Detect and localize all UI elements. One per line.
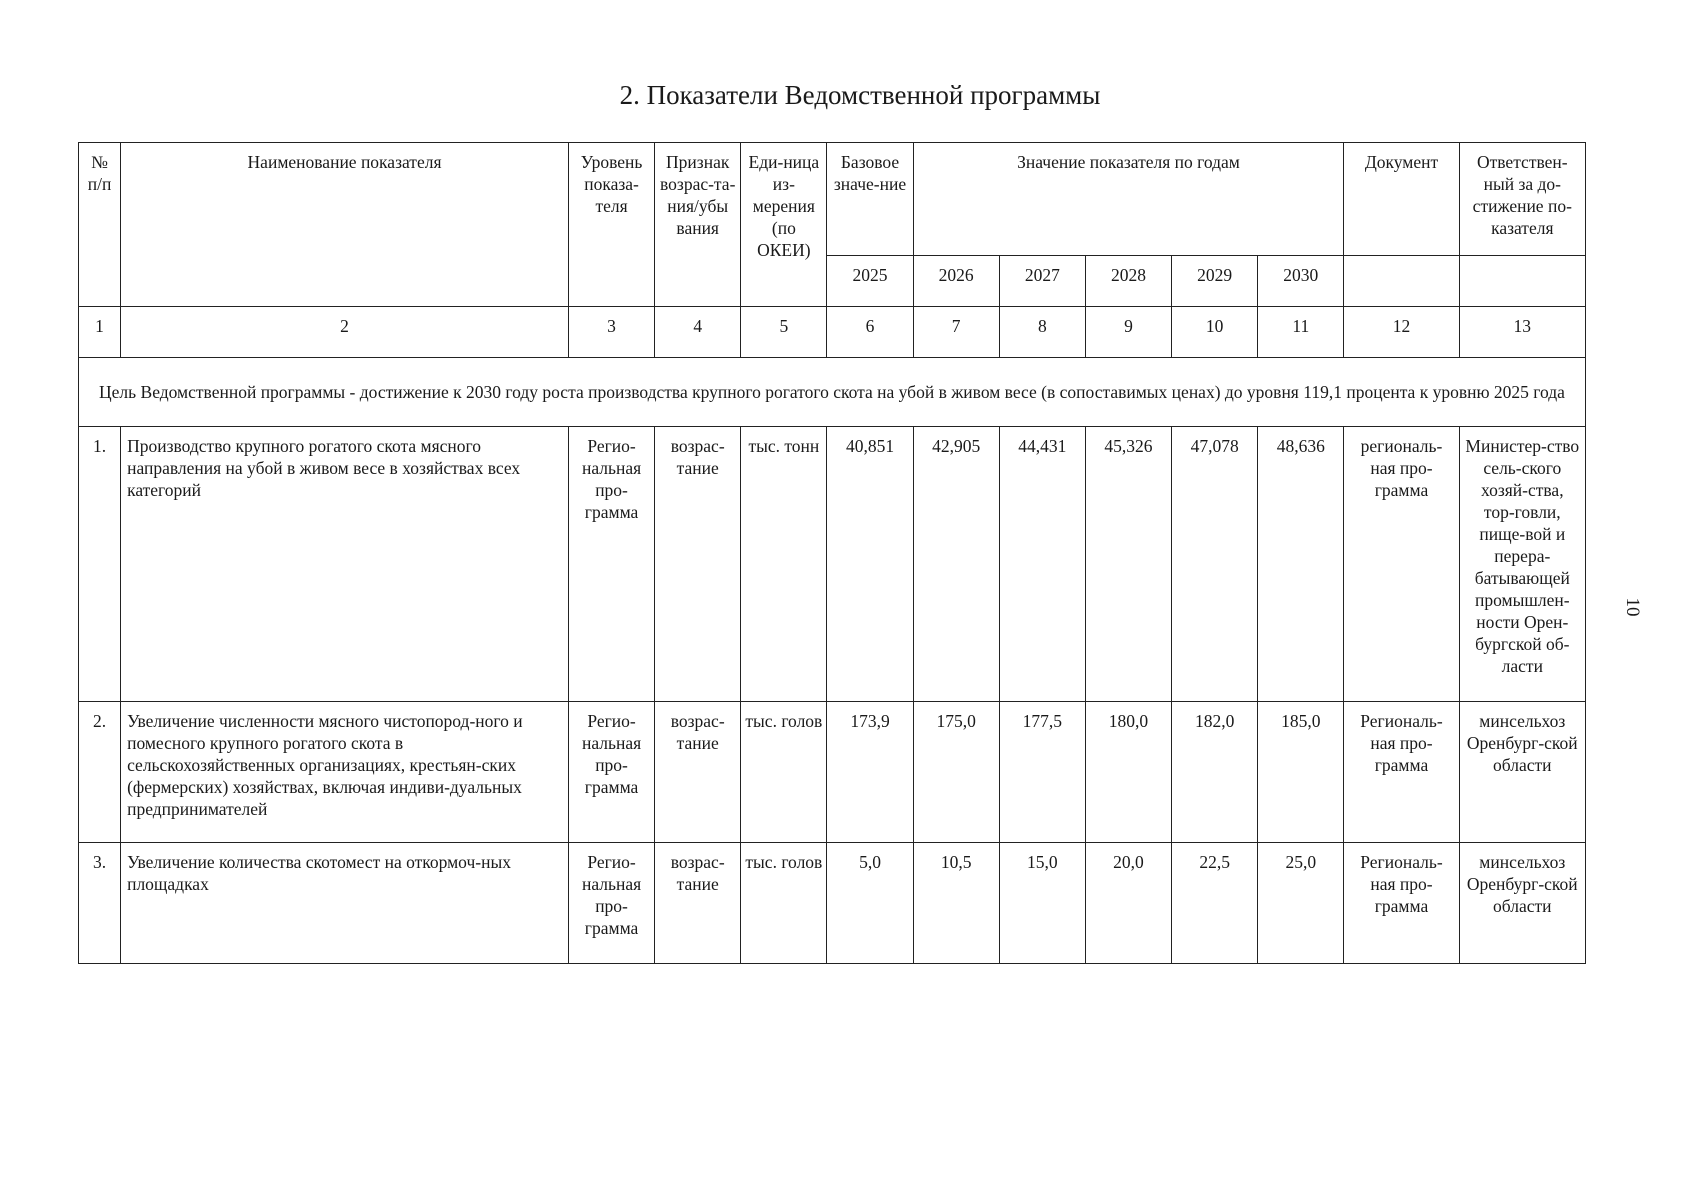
column-number: 9 [1085,307,1171,358]
indicator-responsible: минсельхоз Оренбург-ской области [1459,843,1585,964]
column-number-row [79,307,1586,358]
column-number: 7 [913,307,999,358]
table-row [79,427,1586,702]
indicator-sign: возрас-тание [655,702,741,843]
base-value: 173,9 [827,702,913,843]
indicator-name: Увеличение количества скотомест на откормоч-ных площадках [121,843,569,964]
indicator-responsible: Министер-ство сель-ского хозяй-ства, тор-говли, пище-вой и перера-батывающей промышлен-ности Орен-бургской об-ласти [1459,427,1585,702]
value-2029: 22,5 [1172,843,1258,964]
column-number: 11 [1258,307,1344,358]
table-row [79,702,1586,843]
page-number: 10 [1622,597,1643,617]
indicator-document: Региональ-ная про-грамма [1344,702,1459,843]
header-row [79,143,1586,256]
indicator-level: Регио-нальная про-грамма [568,843,654,964]
year-2030: 2030 [1258,256,1344,307]
header-name: Наименование показателя [121,143,569,307]
row-num: 2. [79,702,121,843]
value-2029: 47,078 [1172,427,1258,702]
base-value: 5,0 [827,843,913,964]
goal-row [79,358,1586,427]
program-goal: Цель Ведомственной программы - достижение к 2030 году роста производства крупного рогатого скота на убой в живом весе (в сопоставимых ценах) до уровня 119,1 процента к уровню 2025 года [79,358,1586,427]
indicator-document: Региональ-ная про-грамма [1344,843,1459,964]
header-level: Уровень показа-теля [568,143,654,307]
year-base: 2025 [827,256,913,307]
header-document: Документ [1344,143,1459,256]
column-number: 6 [827,307,913,358]
column-number: 13 [1459,307,1585,358]
indicator-document: региональ-ная про-грамма [1344,427,1459,702]
column-number: 3 [568,307,654,358]
header-num: № п/п [79,143,121,307]
value-2028: 45,326 [1085,427,1171,702]
header-sign: Признак возрас-та-ния/убы вания [655,143,741,307]
column-number: 12 [1344,307,1459,358]
column-number: 4 [655,307,741,358]
indicator-unit: тыс. тонн [741,427,827,702]
indicators-table [78,142,1586,964]
value-2027: 15,0 [999,843,1085,964]
year-2028: 2028 [1085,256,1171,307]
year-2027: 2027 [999,256,1085,307]
indicator-name: Увеличение численности мясного чистопород-ного и помесного крупного рогатого скота в сельскохозяйственных организациях, крестьян-ских (фермерских) хозяйствах, включая индиви-дуальных предпринимателей [121,702,569,843]
value-2026: 42,905 [913,427,999,702]
indicator-unit: тыс. голов [741,702,827,843]
value-2027: 44,431 [999,427,1085,702]
column-number: 10 [1172,307,1258,358]
value-2030: 48,636 [1258,427,1344,702]
base-value: 40,851 [827,427,913,702]
value-2029: 182,0 [1172,702,1258,843]
row-num: 3. [79,843,121,964]
row-num: 1. [79,427,121,702]
indicator-level: Регио-нальная про-грамма [568,427,654,702]
column-number: 1 [79,307,121,358]
table-row [79,843,1586,964]
header-values-by-year: Значение показателя по годам [913,143,1344,256]
value-2028: 180,0 [1085,702,1171,843]
value-2027: 177,5 [999,702,1085,843]
year-document-blank [1344,256,1459,307]
indicator-responsible: минсельхоз Оренбург-ской области [1459,702,1585,843]
header-responsible: Ответствен-ный за до-стижение по-казателя [1459,143,1585,256]
column-number: 2 [121,307,569,358]
year-responsible-blank [1459,256,1585,307]
header-unit: Еди-ница из-мерения (по ОКЕИ) [741,143,827,307]
value-2026: 175,0 [913,702,999,843]
year-2026: 2026 [913,256,999,307]
value-2028: 20,0 [1085,843,1171,964]
column-number: 8 [999,307,1085,358]
value-2030: 25,0 [1258,843,1344,964]
indicator-sign: возрас-тание [655,427,741,702]
value-2026: 10,5 [913,843,999,964]
year-2029: 2029 [1172,256,1258,307]
column-number: 5 [741,307,827,358]
header-base: Базовое значе-ние [827,143,913,256]
value-2030: 185,0 [1258,702,1344,843]
indicator-unit: тыс. голов [741,843,827,964]
indicator-level: Регио-нальная про-грамма [568,702,654,843]
page-title: 2. Показатели Ведомственной программы [619,80,1101,110]
indicator-sign: возрас-тание [655,843,741,964]
indicator-name: Производство крупного рогатого скота мясного направления на убой в живом весе в хозяйствах всех категорий [121,427,569,702]
